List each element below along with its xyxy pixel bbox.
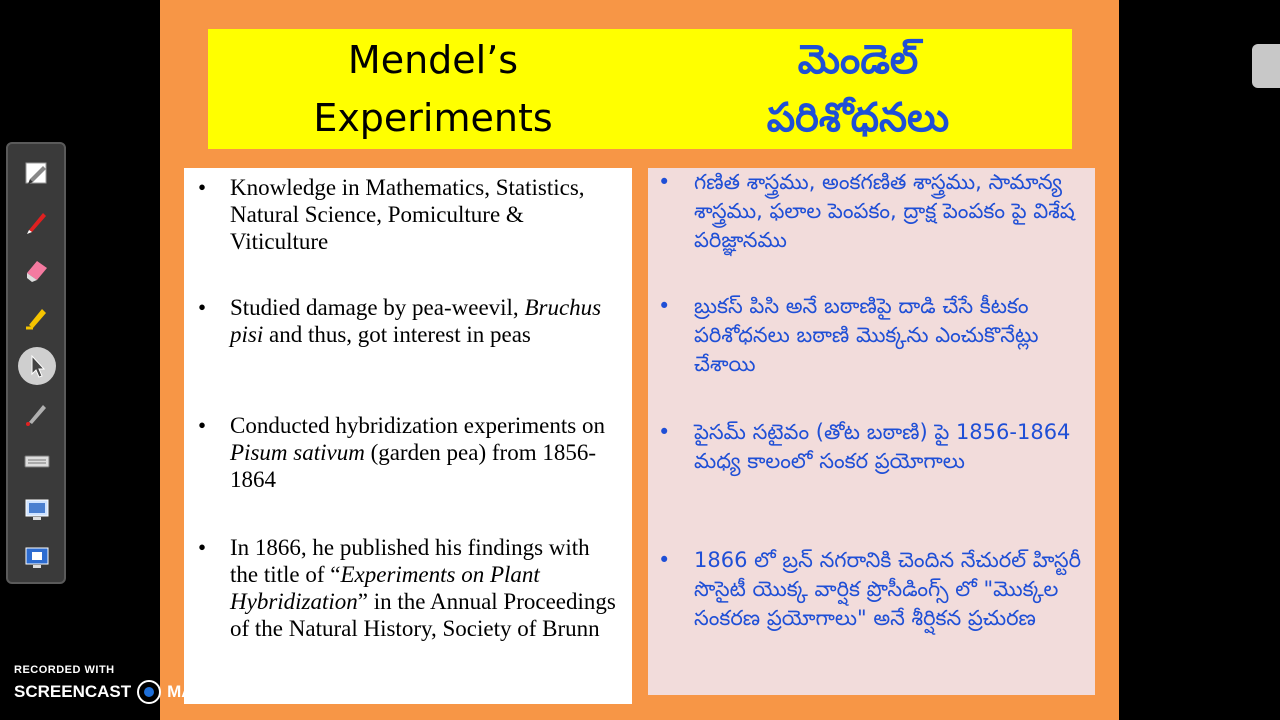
bullet-marker: • bbox=[658, 420, 671, 444]
side-panel-handle[interactable] bbox=[1252, 44, 1280, 88]
title-telugu-line-2: పరిశోధనలు bbox=[766, 95, 950, 141]
english-bullet-text bbox=[198, 412, 618, 493]
bullet-text-run: In 1866, he published his findings with the title of “ bbox=[230, 535, 590, 587]
italic-term: Experiments on Plant Hybridization bbox=[230, 562, 540, 614]
bullet-marker: • bbox=[198, 535, 207, 560]
italic-term: Bruchus pisi bbox=[230, 295, 602, 347]
pointer-icon[interactable] bbox=[22, 351, 52, 381]
english-bullet-item bbox=[198, 174, 618, 255]
italic-term: Pisum sativum bbox=[230, 440, 365, 465]
keyboard-icon[interactable] bbox=[22, 446, 52, 476]
telugu-bullet-text: 1866 లో బ్రన్ నగరానికి చెందిన నేచురల్ హిస్టరీ సొసైటీ యొక్క వార్షిక ప్రొసీడింగ్స్ లో "మొక్కల సంకరణ ప్రయోగాలు" అనే శీర్షికన ప్రచురణ bbox=[694, 548, 1082, 630]
watermark-logo bbox=[14, 680, 220, 704]
title-bar bbox=[208, 29, 1072, 149]
bullet-text-run: and thus, got interest in peas bbox=[263, 322, 531, 347]
screen-capture-icon[interactable] bbox=[22, 494, 52, 524]
bullet-text-run: (garden pea) from 1856-1864 bbox=[230, 440, 596, 492]
bullet-text-run: Knowledge in Mathematics, Statistics, Natural Science, Pomiculture & Viticulture bbox=[230, 175, 585, 254]
title-english-line-1: Mendel’s bbox=[347, 38, 519, 82]
english-bullet-text bbox=[198, 174, 618, 255]
telugu-bullet-item bbox=[658, 546, 1088, 633]
bullet-text-run: Conducted hybridization experiments on bbox=[230, 413, 605, 438]
english-bullet-text bbox=[198, 294, 618, 348]
pencil-icon[interactable] bbox=[22, 158, 52, 188]
telugu-content-panel bbox=[648, 168, 1095, 695]
bullet-marker: • bbox=[658, 548, 671, 572]
title-telugu bbox=[688, 29, 1028, 149]
english-bullet-text bbox=[198, 534, 618, 642]
telugu-bullet-text: బ్రుకస్ పిసి అనే బఠాణిపై దాడి చేసే కీటకం పరిశోధనలు బఠాణి మొక్కను ఎంచుకొనేట్లు చేశాయి bbox=[694, 294, 1039, 376]
english-bullet-item bbox=[198, 412, 618, 493]
highlighter-icon[interactable] bbox=[22, 302, 52, 332]
telugu-bullet-item bbox=[658, 292, 1088, 379]
title-english bbox=[268, 29, 598, 149]
title-english-line-2: Experiments bbox=[313, 96, 553, 140]
english-content-panel bbox=[184, 168, 632, 704]
laser-pen-icon[interactable] bbox=[22, 398, 52, 428]
watermark-caption: RECORDED WITH bbox=[14, 664, 115, 676]
bullet-text-run: ” in the Annual Proceedings of the Natural History, Society of Brunn bbox=[230, 589, 616, 641]
bullet-marker: • bbox=[658, 294, 671, 318]
display-icon[interactable] bbox=[22, 542, 52, 572]
bullet-marker: • bbox=[198, 295, 207, 320]
record-icon bbox=[137, 680, 161, 704]
english-bullet-item bbox=[198, 294, 618, 348]
telugu-bullet-item bbox=[658, 418, 1088, 476]
annotation-toolbar bbox=[6, 142, 66, 584]
bullet-marker: • bbox=[198, 175, 207, 200]
eraser-icon[interactable] bbox=[22, 254, 52, 284]
pen-icon[interactable] bbox=[22, 206, 52, 236]
bullet-marker: • bbox=[198, 413, 207, 438]
watermark-brand-right: MATIC bbox=[167, 682, 220, 701]
telugu-bullet-text: పైసమ్ సటైవం (తోట బఠాణి) పై 1856-1864 మధ్య కాలంలో సంకర ప్రయోగాలు bbox=[694, 420, 1071, 473]
english-bullet-item bbox=[198, 534, 618, 642]
bullet-marker: • bbox=[658, 170, 671, 194]
watermark-brand-left: SCREENCAST bbox=[14, 682, 132, 701]
title-telugu-line-1: మెండెల్ bbox=[797, 37, 919, 83]
telugu-bullet-text: గణిత శాస్త్రము, అంకగణిత శాస్త్రము, సామాన్య శాస్త్రము, ఫలాల పెంపకం, ద్రాక్ష పెంపకం పై విశేష పరిజ్ఞానము bbox=[694, 170, 1075, 252]
recording-watermark bbox=[14, 664, 220, 704]
bullet-text-run: Studied damage by pea-weevil, bbox=[230, 295, 525, 320]
slide bbox=[160, 0, 1119, 720]
telugu-bullet-item bbox=[658, 168, 1088, 255]
